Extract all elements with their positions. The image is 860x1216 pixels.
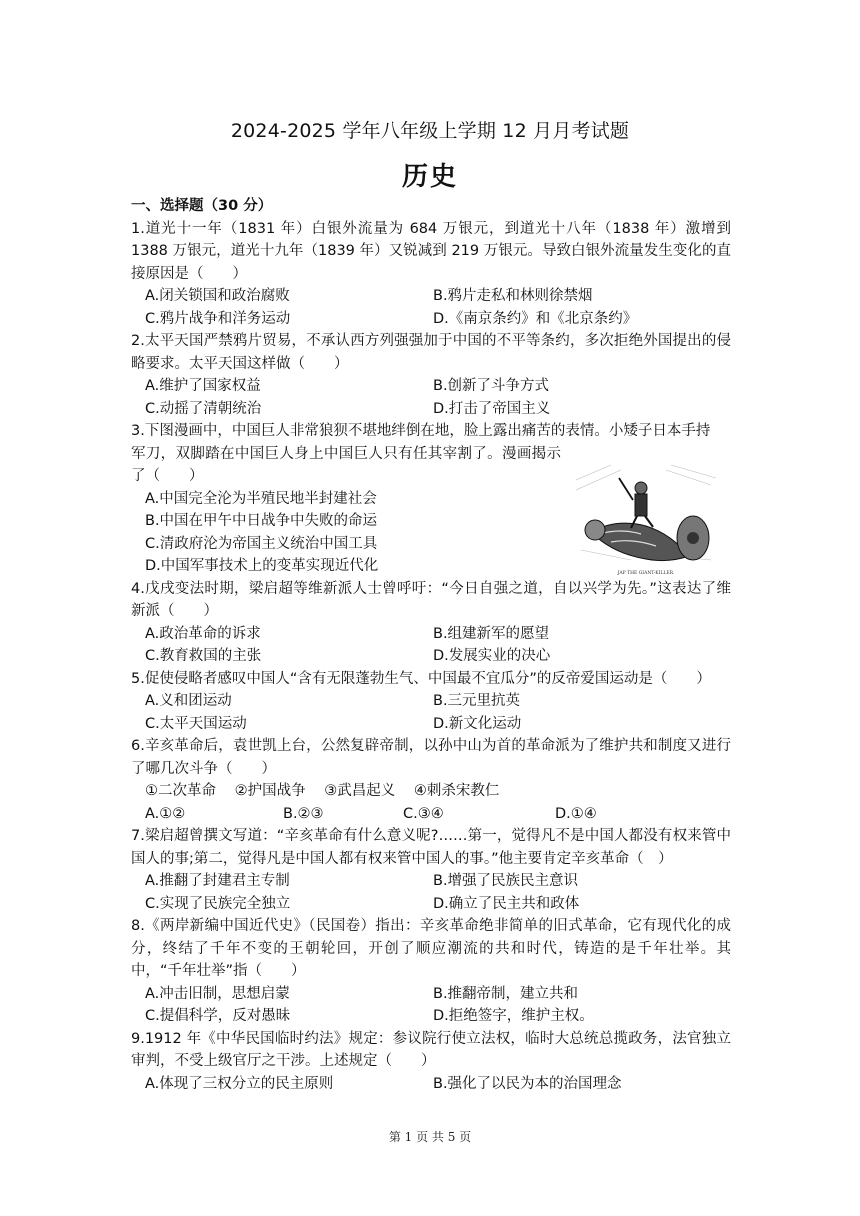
- option-d: D.拒绝签字，维护主权。: [433, 1008, 594, 1024]
- question-3: [131, 420, 731, 578]
- options: [131, 375, 731, 420]
- option-a: A.①②: [145, 805, 186, 822]
- option-a: A.中国完全沦为半殖民地半封建社会: [145, 490, 377, 507]
- option-c: C.动摇了清朝统治: [145, 400, 262, 417]
- item-3: ③武昌起义: [324, 783, 396, 799]
- question-text: 1.道光十一年（1831 年）白银外流量为 684 万银元，到道光十八年（1838 年）激增到 1388 万银元，道光十九年（1839 年）又锐减到 219 万银元。导致白银外流量发生变化的直接原因是（ ）: [131, 220, 731, 282]
- question-text: 4.戊戌变法时期，梁启超等维新派人士曾呼吁：“今日自强之道，自以兴学为先。”这表达了维新派（ ）: [131, 580, 731, 619]
- option-d: D.中国军事技术上的变革实现近代化: [145, 558, 379, 574]
- option-b: B.②③: [283, 805, 324, 822]
- question-5: [131, 668, 731, 736]
- question-4: [131, 578, 731, 668]
- item-4: ④刺杀宋教仁: [413, 783, 500, 799]
- question-text: 9.1912 年《中华民国临时约法》规定：参议院行使立法权，临时大总统总揽政务，法官独立审判，不受上级官厅之干涉。上述规定（ ）: [131, 1030, 731, 1069]
- question-text-line1: 3.下图漫画中，中国巨人非常狼狈不堪地绊倒在地，脸上露出痛苦的表情。小矮子日本手持: [131, 423, 711, 439]
- question-6: [131, 735, 731, 825]
- question-text: 6.辛亥革命后，袁世凯上台，公然复辟帝制，以孙中山为首的革命派为了维护共和制度又进行了哪几次斗争（ ）: [131, 738, 731, 777]
- option-d: D.《南京条约》和《北京条约》: [433, 310, 638, 327]
- option-a: A.义和团运动: [145, 693, 232, 709]
- option-a: A.维护了国家权益: [145, 378, 261, 394]
- option-c: C.太平天国运动: [145, 715, 247, 732]
- subject-title: 历史: [401, 162, 458, 192]
- option-c: C.鸦片战争和洋务运动: [145, 310, 291, 327]
- options: [131, 690, 731, 735]
- option-c: C.提倡科学，反对愚昧: [145, 1008, 291, 1024]
- question-1: [131, 218, 731, 331]
- question-7: [131, 825, 731, 915]
- cartoon-image: [571, 460, 721, 580]
- option-b: B.增强了民族民主意识: [433, 873, 579, 889]
- options: [131, 803, 731, 826]
- section-title: 一、选择题（30 分）: [131, 198, 273, 214]
- option-a: A.体现了三权分立的民主原则: [145, 1075, 334, 1092]
- question-text: 8.《两岸新编中国近代史》（民国卷）指出：辛亥革命绝非简单的旧式革命，它有现代化的成分，终结了千年不变的王朝轮回，开创了顺应潮流的共和时代，铸造的是千年壮举。其中，“千年壮举”指（ ）: [131, 918, 731, 979]
- option-c: C.③④: [403, 805, 444, 822]
- options: [131, 285, 731, 330]
- option-a: A.政治革命的诉求: [145, 625, 261, 642]
- item-2: ②护国战争: [234, 783, 306, 799]
- option-c: C.清政府沦为帝国主义统治中国工具: [145, 535, 378, 552]
- option-b: B.强化了以民为本的治国理念: [433, 1075, 622, 1092]
- question-9: [131, 1028, 731, 1096]
- option-d: D.确立了民主共和政体: [433, 895, 580, 912]
- option-b: B.三元里抗英: [433, 693, 521, 709]
- option-d: D.打击了帝国主义: [433, 400, 551, 417]
- question-text: 7.梁启超曾撰文写道：“辛亥革命有什么意义呢?……第一，觉得凡不是中国人都没有权来管中国人的事;第二，觉得凡是中国人都有权来管中国人的事。”他主要肯定辛亥革命（ ）: [131, 828, 731, 867]
- question-text: 2.太平天国严禁鸦片贸易，不承认西方列强强加于中国的不平等条约，多次拒绝外国提出的侵略要求。太平天国这样做（ ）: [131, 333, 731, 372]
- option-b: B.中国在甲午中日战争中失败的命运: [145, 513, 378, 529]
- option-d: D.新文化运动: [433, 715, 522, 732]
- exam-title: 2024-2025 学年八年级上学期 12 月月考试题: [230, 120, 630, 142]
- item-1: ①二次革命: [145, 783, 216, 799]
- question-text: 5.促使侵略者感叹中国人“含有无限蓬勃生气、中国最不宜瓜分”的反帝爱国运动是（ ）: [131, 670, 711, 687]
- option-d: D.①④: [555, 805, 597, 822]
- options: [131, 1073, 731, 1096]
- option-d: D.发展实业的决心: [433, 648, 551, 664]
- option-b: B.创新了斗争方式: [433, 378, 550, 394]
- option-a: A.冲击旧制，思想启蒙: [145, 985, 290, 1002]
- cartoon-caption: JAP THE GIANT-KILLER.: [617, 571, 675, 576]
- option-b: B.组建新军的愿望: [433, 625, 550, 642]
- option-c: C.实现了民族完全独立: [145, 895, 291, 912]
- options: [131, 870, 731, 915]
- page-footer: 第 1 页 共 5 页: [388, 1130, 472, 1144]
- options: [131, 983, 731, 1028]
- option-c: C.教育救国的主张: [145, 648, 262, 664]
- question-list: [131, 195, 731, 1095]
- statement-items: [131, 780, 731, 803]
- options: [131, 623, 731, 668]
- option-a: A.推翻了封建君主专制: [145, 873, 290, 889]
- option-b: B.鸦片走私和林则徐禁烟: [433, 288, 593, 304]
- question-text-rest: 军刀，双脚踏在中国巨人身上中国巨人只有任其宰割了。漫画揭示了（ ）: [131, 445, 561, 484]
- question-8: [131, 915, 731, 1028]
- option-b: B.推翻帝制，建立共和: [433, 985, 579, 1002]
- option-a: A.闭关锁国和政治腐败: [145, 288, 290, 304]
- question-2: [131, 330, 731, 420]
